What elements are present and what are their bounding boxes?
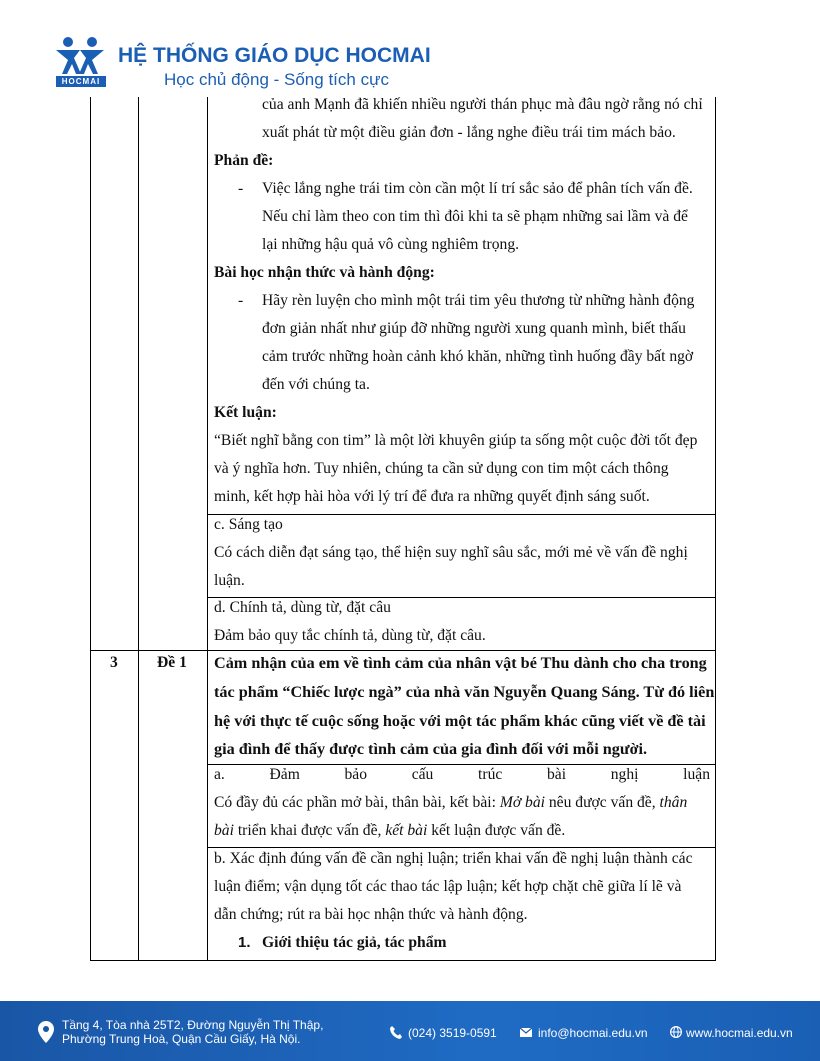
- body-text-line: Hãy rèn luyện cho mình một trái tim yêu thương từ những hành động: [262, 292, 695, 309]
- body-text-line: dẫn chứng; rút ra bài học nhận thức và hành động.: [214, 906, 528, 923]
- email-icon: [520, 1028, 532, 1037]
- italic-term: bài: [214, 822, 234, 839]
- page-footer: [0, 1001, 820, 1061]
- phan-de-heading: Phản đề:: [214, 152, 274, 169]
- table-border-right: [715, 97, 716, 961]
- globe-icon: [670, 1026, 682, 1038]
- page-header: [52, 34, 772, 96]
- body-text-line: luận điểm; vận dụng tốt các thao tác lập luận; kết hợp chặt chẽ giữa lí lẽ và: [214, 878, 682, 895]
- ket-luan-heading: Kết luận:: [214, 404, 277, 421]
- text-span: nêu được vấn đề,: [544, 794, 660, 811]
- body-text-line: Đảm bảo quy tắc chính tả, dùng từ, đặt câu.: [214, 627, 486, 644]
- body-text-line: xuất phát từ một điều giản đơn - lắng nghe điều trái tim mách bảo.: [262, 124, 676, 141]
- bai-hoc-heading: Bài học nhận thức và hành động:: [214, 264, 435, 281]
- question-prompt-line: Cảm nhận của em về tình cảm của nhân vật bé Thu dành cho cha trong: [214, 654, 707, 672]
- italic-term: Mở bài: [499, 794, 545, 811]
- brand-title: HỆ THỐNG GIÁO DỤC HOCMAI: [118, 44, 431, 67]
- address-line: Phường Trung Hoà, Quận Cầu Giấy, Hà Nội.: [62, 1032, 301, 1046]
- bullet-dash: -: [238, 180, 244, 197]
- address-line: Tầng 4, Tòa nhà 25T2, Đường Nguyễn Thị Thập,: [62, 1018, 324, 1032]
- criterion-a-title: a. Đảm bảo cấu trúc bài nghị luận: [214, 766, 710, 783]
- criterion-d-title: d. Chính tả, dùng từ, đặt câu: [214, 599, 391, 616]
- criterion-a-desc: [214, 789, 687, 817]
- body-text-line: Việc lắng nghe trái tim còn cần một lí trí sắc sảo để phân tích vấn đề.: [262, 180, 693, 197]
- footer-website[interactable]: www.hocmai.edu.vn: [686, 1026, 793, 1040]
- footer-phone[interactable]: (024) 3519-0591: [408, 1026, 497, 1040]
- phone-icon: [390, 1026, 402, 1039]
- body-text-line: đơn giản nhất như giúp đỡ những người xung quanh mình, biết thấu: [262, 320, 686, 337]
- section-heading-number: 1.: [238, 934, 251, 951]
- table-divider-1: [138, 97, 139, 961]
- criterion-a-desc: [214, 817, 565, 845]
- italic-term: thân: [659, 794, 688, 811]
- question-prompt-line: gia đình để thấy được tình cảm của gia đình đối với mỗi người.: [214, 740, 648, 758]
- question-prompt-line: tác phẩm “Chiếc lược ngà” của nhà văn Nguyễn Quang Sáng. Từ đó liên: [214, 683, 715, 701]
- body-text-line: và ý nghĩa hơn. Tuy nhiên, chúng ta cần sử dụng con tim một cách thông: [214, 460, 669, 477]
- body-text-line: đến với chúng ta.: [262, 376, 370, 393]
- body-text-line: của anh Mạnh đã khiến nhiều người thán phục mà đâu ngờ rằng nó chỉ: [262, 96, 703, 113]
- row-separator: [207, 514, 716, 515]
- body-text-line: cảm trước những hoàn cảnh khó khăn, những tình huống đầy bất ngờ: [262, 348, 694, 365]
- body-text-line: minh, kết hợp hài hòa với lý trí để đưa ra những quyết định sáng suốt.: [214, 488, 650, 505]
- brand-slogan: Học chủ động - Sống tích cực: [164, 70, 389, 89]
- row-number: 3: [110, 654, 118, 671]
- footer-email[interactable]: info@hocmai.edu.vn: [538, 1026, 648, 1040]
- text-span: Có đầy đủ các phần mở bài, thân bài, kết bài:: [214, 794, 500, 811]
- address: [62, 1018, 323, 1046]
- section-heading: Giới thiệu tác giả, tác phẩm: [262, 934, 447, 951]
- answer-table: [90, 97, 716, 961]
- logo-label: HOCMAI: [56, 76, 106, 87]
- italic-term: kết bài: [385, 822, 428, 839]
- body-text-line: “Biết nghĩ bằng con tim” là một lời khuyên giúp ta sống một cuộc đời tốt đẹp: [214, 432, 698, 449]
- criterion-c-title: c. Sáng tạo: [214, 516, 283, 533]
- table-divider-2: [207, 97, 208, 961]
- de-label: Đề 1: [157, 654, 187, 671]
- question-prompt-line: hệ với thực tế cuộc sống hoặc với một tác phẩm khác cũng viết về đề tài: [214, 712, 706, 730]
- body-text-line: b. Xác định đúng vấn đề cần nghị luận; triển khai vấn đề nghị luận thành các: [214, 850, 693, 867]
- text-span: triển khai được vấn đề,: [233, 822, 386, 839]
- body-text-line: lại những hậu quả vô cùng nghiêm trọng.: [262, 236, 520, 253]
- bullet-dash: -: [238, 292, 244, 309]
- table-border-left: [90, 97, 91, 961]
- body-text-line: Nếu chỉ làm theo con tim thì đôi khi ta sẽ phạm những sai lầm và để: [262, 208, 688, 225]
- body-text-line: luận.: [214, 572, 245, 589]
- location-pin-icon: [38, 1021, 54, 1043]
- body-text-line: Có cách diễn đạt sáng tạo, thể hiện suy nghĩ sâu sắc, mới mẻ về vấn đề nghị: [214, 544, 688, 561]
- table-border-bottom: [90, 960, 716, 961]
- text-span: kết luận được vấn đề.: [427, 822, 566, 839]
